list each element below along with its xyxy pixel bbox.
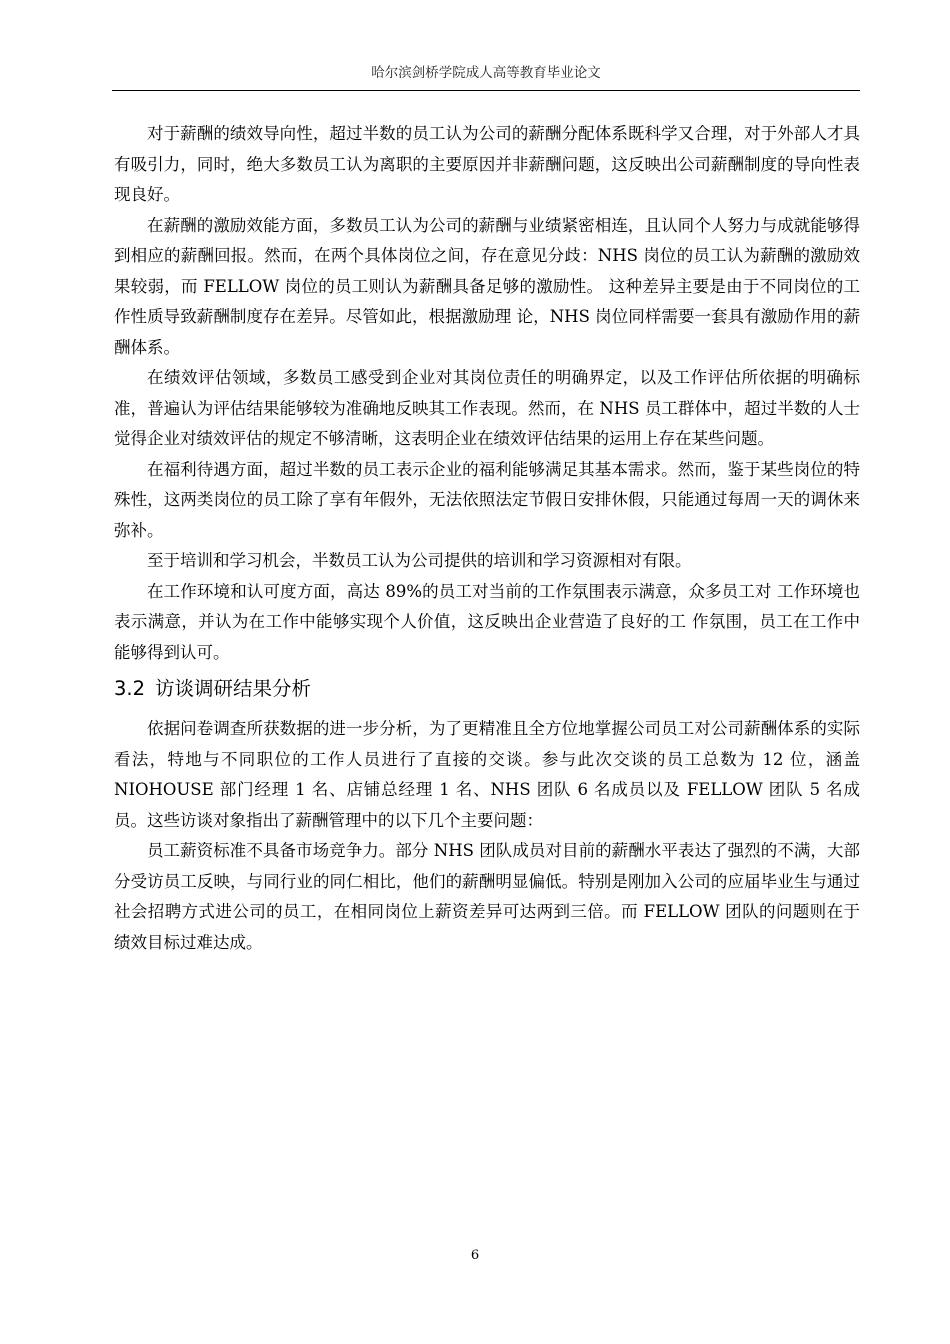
paragraph-salary-orientation: 对于薪酬的绩效导向性，超过半数的员工认为公司的薪酬分配体系既科学又合理，对于外部人才具有吸引力，同时，绝大多数员工认为离职的主要原因并非薪酬问题，这反映出公司薪酬制度的导向性表现良好。	[114, 124, 860, 204]
section-number: 3.2	[114, 677, 146, 700]
header-title: 哈尔滨剑桥学院成人高等教育毕业论文	[371, 65, 601, 81]
document-body	[114, 119, 860, 958]
page-header	[112, 60, 860, 91]
paragraph-interview-overview: 依据问卷调查所获数据的进一步分析，为了更精准且全方位地掌握公司员工对公司薪酬体系的实际看法，特地与不同职位的工作人员进行了直接的交谈。参与此次交谈的员工总数为 12 位，涵盖 NIOHOUSE 部门经理 1 名、店铺总经理 1 名、NHS 团队 6 名成员以及 FELLOW 团队 5 名成员。这些访谈对象指出了薪酬管理中的以下几个主要问题：	[114, 719, 860, 830]
paragraph-salary-competitiveness: 员工薪资标准不具备市场竞争力。部分 NHS 团队成员对目前的薪酬水平表达了强烈的不满，大部分受访员工反映，与同行业的同仁相比，他们的薪酬明显偏低。特别是刚加入公司的应届毕业生与通过社会招聘方式进公司的员工，在相同岗位上薪资差异可达两到三倍。而 FELLOW 团队的问题则在于绩效目标过难达成。	[114, 841, 860, 952]
paragraph-salary-incentive: 在薪酬的激励效能方面，多数员工认为公司的薪酬与业绩紧密相连，且认同个人努力与成就能够得到相应的薪酬回报。然而，在两个具体岗位之间，存在意见分歧：NHS 岗位的员工认为薪酬的激励效果较弱，而 FELLOW 岗位的员工则认为薪酬具备足够的激励性。 这种差异主要是由于不同岗位的工作性质导致薪酬制度存在差异。尽管如此，根据激励理 论，NHS 岗位同样需要一套具有激励作用的薪酬体系。	[114, 215, 860, 357]
paragraph-training: 至于培训和学习机会，半数员工认为公司提供的培训和学习资源相对有限。	[147, 551, 692, 570]
section-title: 访谈调研结果分析	[155, 677, 312, 700]
paragraph-welfare: 在福利待遇方面，超过半数的员工表示企业的福利能够满足其基本需求。然而，鉴于某些岗位的特殊性，这两类岗位的员工除了享有年假外，无法依照法定节假日安排休假，只能通过每周一天的调休来弥补。	[114, 459, 860, 540]
page-number: 6	[470, 1248, 480, 1263]
section-heading	[114, 674, 860, 704]
paragraph-work-environment: 在工作环境和认可度方面，高达 89%的员工对当前的工作氛围表示满意，众多员工对 工作环境也表示满意，并认为在工作中能够实现个人价值，这反映出企业营造了良好的工 作氛围，员工在工作中能够得到认可。	[114, 581, 860, 662]
paragraph-performance-evaluation: 在绩效评估领域，多数员工感受到企业对其岗位责任的明确界定，以及工作评估所依据的明确标准，普遍认为评估结果能够较为准确地反映其工作表现。然而，在 NHS 员工群体中，超过半数的人士觉得企业对绩效评估的规定不够清晰，这表明企业在绩效评估结果的运用上存在某些问题。	[114, 368, 860, 448]
